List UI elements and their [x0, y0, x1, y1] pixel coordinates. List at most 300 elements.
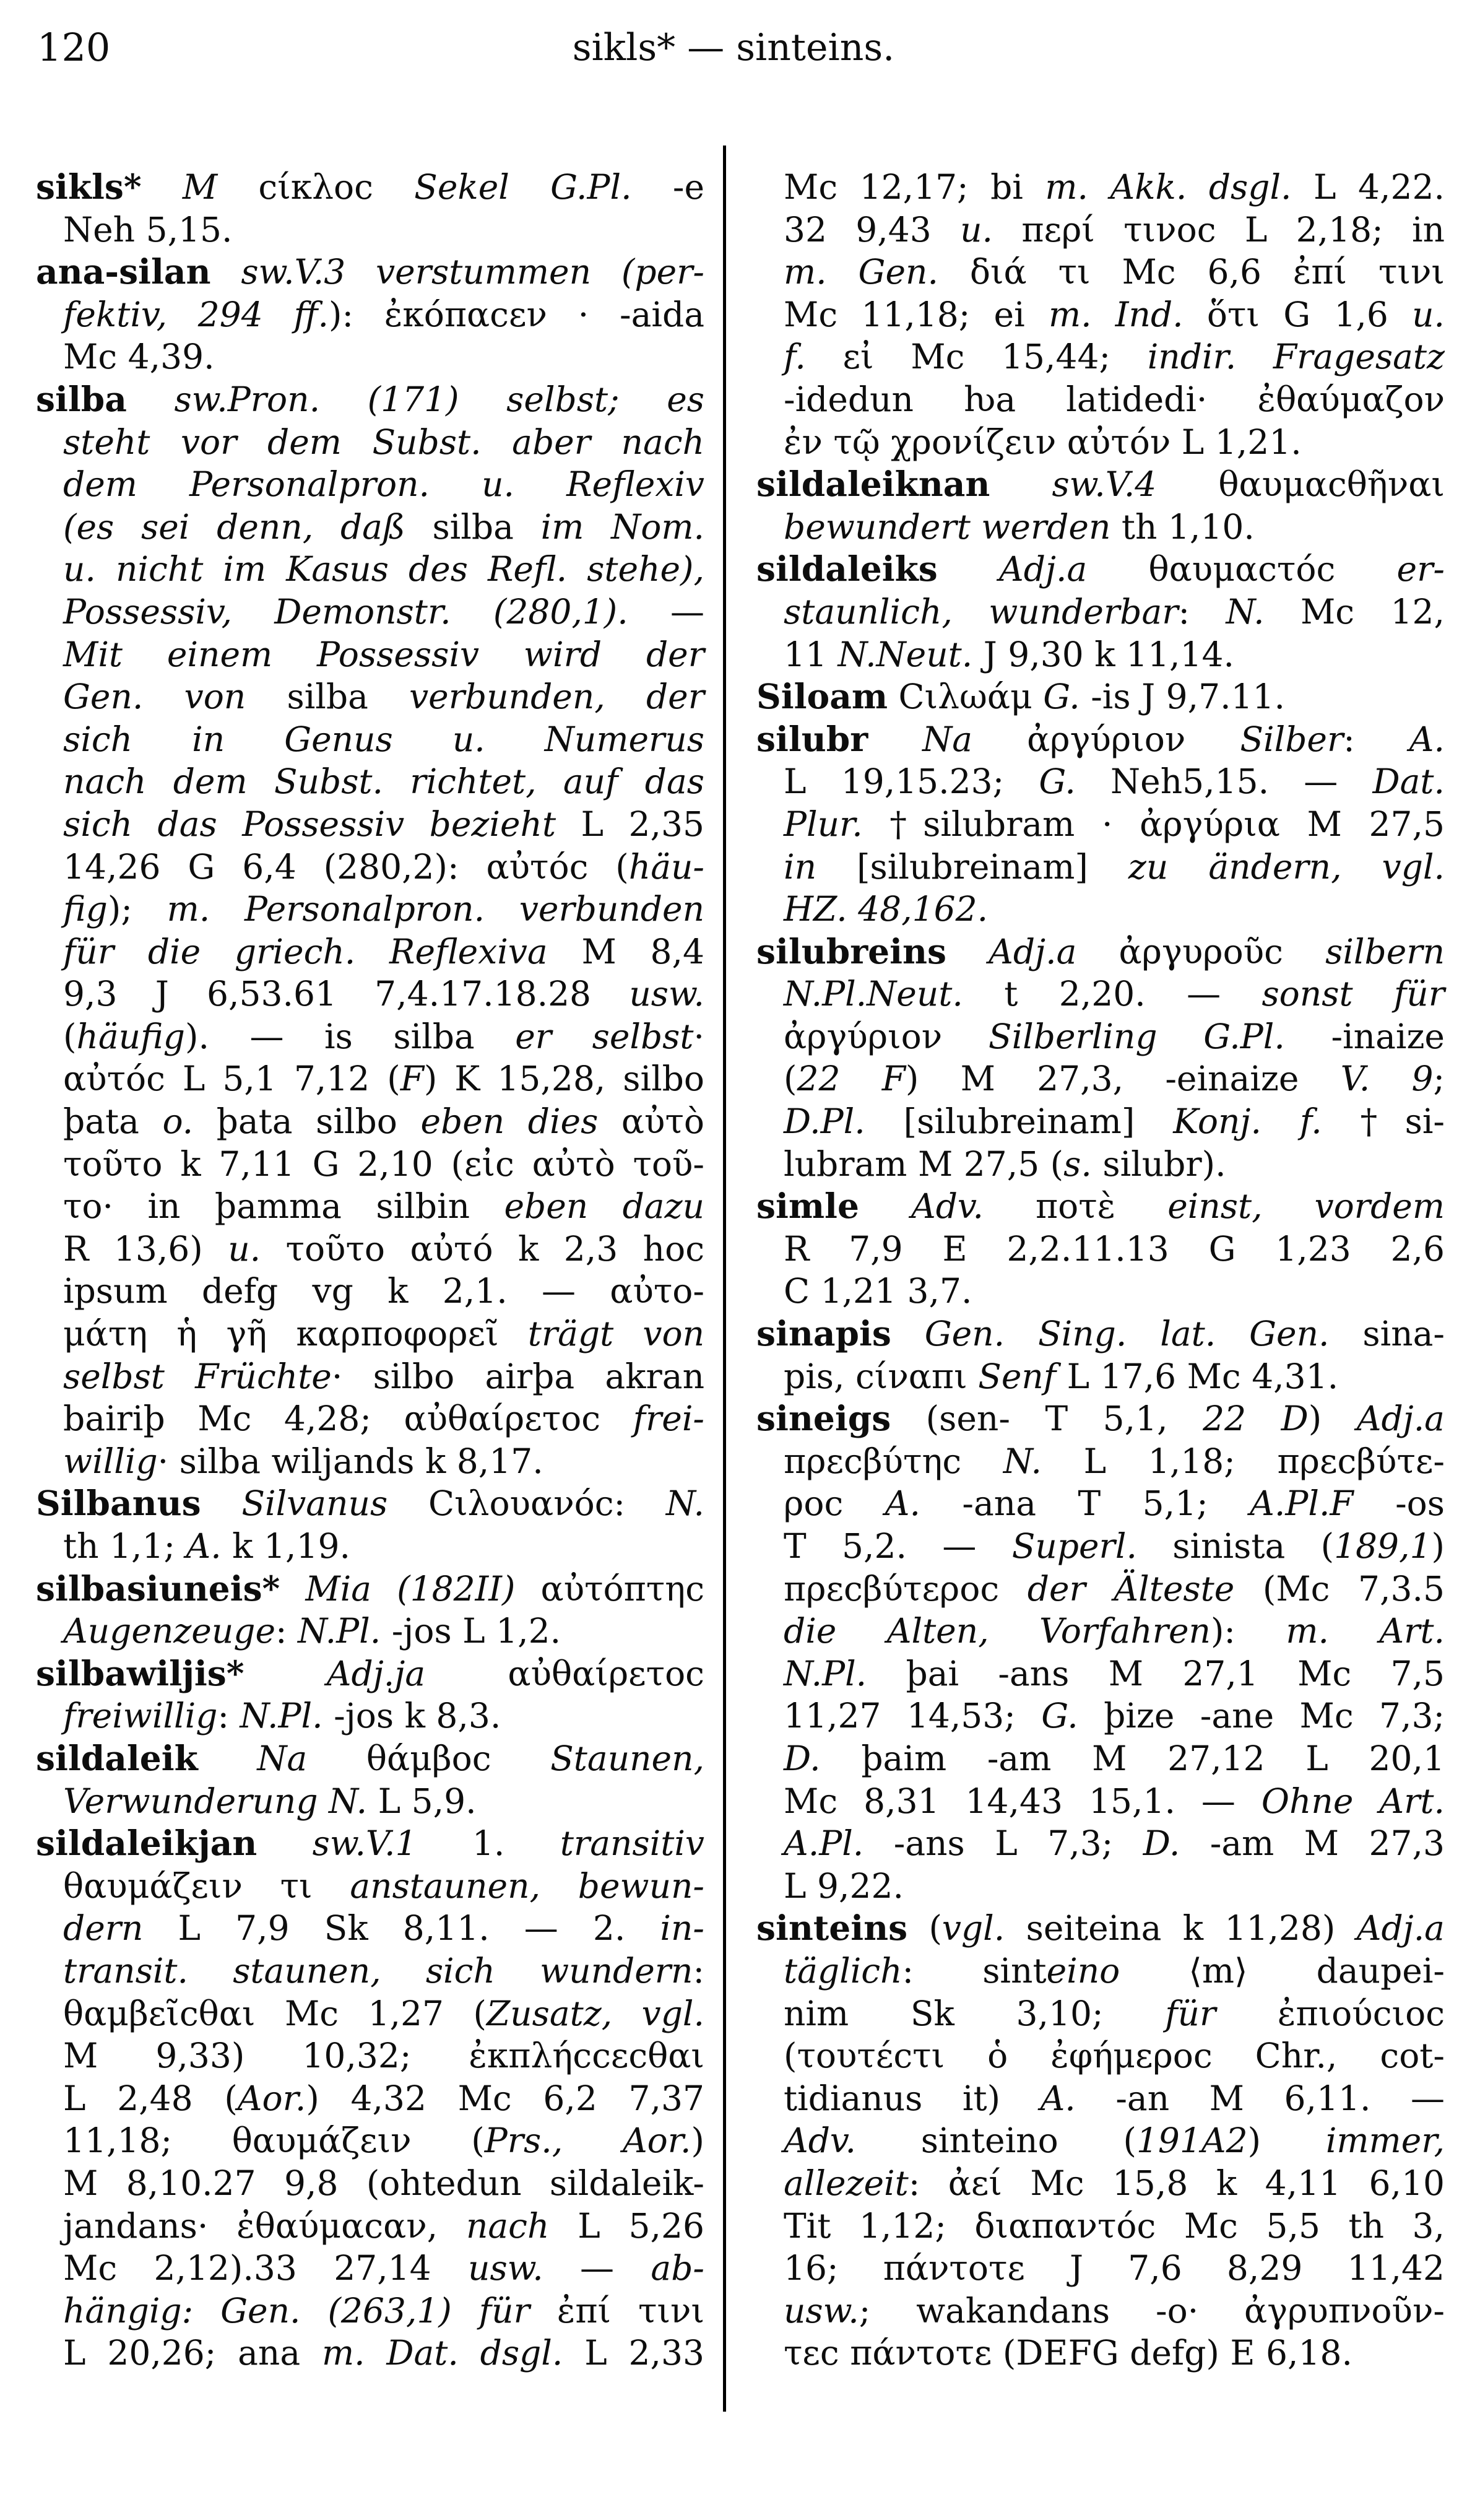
- text-segment: -am M 27,3: [1180, 1823, 1445, 1864]
- entry-line: [36, 1822, 704, 1865]
- entry-line: [756, 846, 1445, 889]
- text-segment: sina-: [1362, 1314, 1445, 1354]
- entry-line: [756, 760, 1445, 803]
- text-segment: immer,: [1325, 2121, 1445, 2161]
- text-segment: Adj.a: [937, 549, 1149, 589]
- entry-line: [36, 1865, 704, 1908]
- entry-line: [756, 1397, 1445, 1440]
- text-segment: ). — is silba: [185, 1016, 516, 1056]
- entry-line: [756, 1143, 1445, 1186]
- text-segment: -e: [672, 167, 704, 207]
- text-segment: seiteina k 11,28): [1005, 1908, 1357, 1949]
- text-segment: bewundert werden: [784, 506, 1111, 547]
- entry-line: [756, 1058, 1445, 1100]
- text-segment: A.Pl.F: [1250, 1484, 1354, 1524]
- text-segment: transit. staunen, sich wundern: [63, 1950, 693, 1991]
- text-segment: u. nicht im Kasus des Refl. stehe),: [63, 549, 704, 589]
- entry-line: [756, 1568, 1445, 1610]
- text-segment: Neh 5,15.: [63, 209, 233, 250]
- text-segment: m. Dat. dsgl.: [321, 2333, 563, 2373]
- text-segment: ): ἐκόπαcεν · -aida: [329, 294, 704, 334]
- text-segment: ) 4,32 Mc 6,2 7,37: [306, 2078, 704, 2118]
- text-segment: þize -ane Mc 7,3;: [1078, 1696, 1445, 1736]
- text-segment: willig: [63, 1441, 158, 1481]
- text-segment: vgl.: [941, 1908, 1005, 1949]
- text-segment: ἐν τῷ χρονίζειν αὐτόν L 1,21.: [784, 422, 1302, 462]
- text-segment: Aor.: [237, 2078, 306, 2118]
- text-segment: -os: [1353, 1484, 1445, 1524]
- text-segment: Gen. Sing. lat. Gen.: [891, 1314, 1363, 1354]
- entry-line: [756, 888, 1445, 931]
- text-segment: fig: [63, 889, 108, 929]
- text-segment: :: [275, 1611, 298, 1651]
- text-segment: †silubram · ἀργύρια M 27,5: [862, 804, 1445, 844]
- entry-sildaleikjan-continued: [756, 166, 1445, 463]
- entry-line: [756, 2332, 1445, 2374]
- text-segment: k 1,19.: [221, 1526, 350, 1566]
- entry-line: [36, 931, 704, 973]
- text-segment: eben dazu: [504, 1186, 704, 1227]
- text-segment: sinista (: [1136, 1526, 1335, 1566]
- entry-line: [36, 2247, 704, 2290]
- text-segment: :: [1178, 591, 1226, 632]
- entry-line: [36, 1143, 704, 1186]
- text-segment: (: [63, 1016, 77, 1056]
- text-segment: : ἀεί Mc 15,8 k 4,11 6,10: [908, 2163, 1445, 2203]
- entry-line: [36, 1185, 704, 1228]
- text-segment: R 13,6): [63, 1228, 228, 1269]
- text-segment: usw.: [468, 2248, 543, 2288]
- text-segment: sildaleik: [36, 1737, 198, 1778]
- entry-line: [756, 2290, 1445, 2332]
- text-segment: dern: [63, 1908, 144, 1949]
- text-segment: :: [1343, 719, 1409, 759]
- text-segment: διά τι Mc 6,6 ἐπί τινι: [938, 252, 1445, 292]
- text-segment: Na: [197, 1738, 366, 1778]
- text-segment: πρεcβύτηc: [784, 1441, 1003, 1481]
- text-segment: L 2,35: [581, 804, 704, 844]
- entry-ana-silan: [36, 251, 704, 378]
- text-segment: : sint: [902, 1950, 1047, 1991]
- text-segment: Cιλωάμ: [888, 677, 1044, 717]
- entry-sildaleiks: [756, 548, 1445, 676]
- text-segment: L 5,26: [549, 2205, 704, 2246]
- text-segment: o.: [162, 1101, 194, 1142]
- text-segment: silubreins: [756, 931, 947, 971]
- text-segment: einst, vordem: [1167, 1186, 1445, 1227]
- entry-line: [36, 1015, 704, 1058]
- text-segment: 191A2: [1136, 2121, 1248, 2161]
- text-segment: u.: [1412, 294, 1445, 334]
- text-segment: A.: [885, 1484, 920, 1524]
- text-segment: A.: [186, 1526, 222, 1566]
- entry-line: [36, 633, 704, 676]
- text-segment: th 1,10.: [1110, 506, 1255, 547]
- text-segment: (es sei denn, daß: [63, 506, 433, 547]
- entry-line: [36, 166, 704, 209]
- text-segment: usw.: [784, 2290, 859, 2331]
- text-segment: Prs., Aor.: [484, 2121, 691, 2161]
- entry-line: [36, 463, 704, 506]
- text-segment: sich in Genus u. Numerus: [63, 719, 704, 759]
- text-segment: nach: [465, 2205, 550, 2246]
- text-segment: A.Pl.: [784, 1823, 864, 1864]
- text-segment: frei-: [633, 1399, 704, 1439]
- text-segment: bairiþ Mc 4,28; αὐθαίρετοc: [63, 1399, 633, 1439]
- entry-line: [756, 803, 1445, 846]
- text-segment: häu-: [628, 846, 704, 887]
- text-segment: þata: [63, 1101, 163, 1142]
- text-segment: häufig: [76, 1016, 185, 1056]
- text-segment: m. Personalpron. verbunden: [167, 889, 704, 929]
- text-segment: selbst Früchte: [63, 1356, 332, 1396]
- text-segment: anstaunen, bewun-: [350, 1866, 704, 1906]
- text-segment: (: [907, 1908, 942, 1949]
- entry-line: [36, 760, 704, 803]
- entry-line: [36, 2332, 704, 2374]
- text-segment: eino: [1046, 1950, 1120, 1991]
- text-segment: Augenzeuge: [63, 1611, 276, 1651]
- entry-line: [36, 888, 704, 931]
- entry-line: [756, 1992, 1445, 2035]
- text-segment: N.Pl.: [298, 1611, 381, 1651]
- text-segment: θαυμαcτόc: [1148, 549, 1397, 589]
- text-segment: A.: [1040, 2078, 1076, 2118]
- text-segment: ): [1431, 1526, 1445, 1566]
- text-segment: θαμβεῖcθαι Mc 1,27 (: [63, 1993, 487, 2033]
- entry-line: [756, 718, 1445, 761]
- entry-line: [36, 293, 704, 336]
- text-segment: þata silbo: [193, 1101, 421, 1142]
- text-segment: Adj.a: [946, 931, 1119, 971]
- text-segment: N.Pl.Neut.: [784, 974, 963, 1014]
- entry-line: [756, 1482, 1445, 1525]
- entry-line: [756, 1907, 1445, 1950]
- text-segment: Mc 2,12).33 27,14: [63, 2248, 469, 2288]
- text-segment: ἐπιούcιοc: [1216, 1993, 1445, 2033]
- text-segment: M 9,33) 10,32; ἐκπλήccεcθαι: [63, 2036, 704, 2076]
- text-segment: D.: [1143, 1823, 1180, 1864]
- text-segment: ἀργυροῦc: [1119, 931, 1326, 971]
- text-segment: Konj. f.: [1173, 1101, 1322, 1142]
- text-segment: L 5,9.: [367, 1781, 477, 1821]
- text-segment: silbern: [1325, 931, 1445, 971]
- text-segment: τοῦτο k 7,11 G 2,10 (εἰc αὐτὸ τοῦ-: [63, 1144, 704, 1184]
- text-segment: hängig: Gen. (263,1) für: [63, 2290, 530, 2331]
- text-segment: [silubreinam]: [816, 846, 1128, 887]
- column-divider: [723, 146, 726, 2412]
- entry-line: [756, 1015, 1445, 1058]
- text-segment: Silvanus: [201, 1484, 428, 1524]
- text-segment: -idedun ƕa latidedi· ἐθαύμαζον: [784, 379, 1445, 419]
- text-segment: jandans· ἐθαύμαcαν,: [63, 2205, 466, 2246]
- entry-line: [36, 591, 704, 633]
- entry-Silbanus: [36, 1482, 704, 1567]
- text-segment: 11,18; θαυμάζειν (: [63, 2121, 485, 2161]
- text-segment: ) K 15,28, silbo: [423, 1059, 704, 1099]
- text-segment: ·: [693, 1016, 704, 1056]
- text-segment: Verwunderung N.: [63, 1781, 368, 1821]
- text-segment: tidianus it): [784, 2078, 1041, 2118]
- text-segment: Mc 8,31 14,43 15,1. —: [784, 1781, 1261, 1821]
- text-segment: silba: [36, 378, 127, 419]
- text-segment: —: [543, 2248, 651, 2288]
- text-segment: N.: [1226, 591, 1265, 632]
- text-segment: dem Personalpron. u. Reflexiv: [63, 464, 704, 505]
- text-segment: V. 9: [1340, 1059, 1434, 1099]
- text-segment: in: [784, 846, 817, 887]
- text-segment: Cιλουανόc:: [428, 1484, 666, 1524]
- text-segment: L 20,26; ana: [63, 2333, 322, 2373]
- text-segment: το· in þamma silbin: [63, 1186, 504, 1227]
- text-segment: †si-: [1322, 1101, 1445, 1142]
- text-segment: 32 9,43: [784, 209, 961, 250]
- entry-line: [756, 2119, 1445, 2162]
- text-segment: (sen- T 5,1,: [891, 1399, 1203, 1439]
- text-segment: m. Ind.: [1048, 294, 1184, 334]
- text-segment: 11,27 14,53;: [784, 1696, 1042, 1736]
- text-segment: sw.V.3 verstummen (per-: [210, 252, 704, 292]
- entry-line: [36, 421, 704, 464]
- entry-line: [756, 1185, 1445, 1228]
- text-segment: N.Pl.: [240, 1696, 323, 1736]
- text-segment: sw.V.4: [990, 464, 1219, 505]
- text-segment: silubr: [756, 718, 868, 759]
- text-segment: Plur.: [784, 804, 863, 844]
- text-segment: trägt von: [527, 1314, 704, 1354]
- text-segment: Na: [868, 719, 1028, 759]
- entry-line: [756, 1355, 1445, 1398]
- text-segment: 22 D: [1203, 1399, 1309, 1439]
- entry-line: [756, 293, 1445, 336]
- text-segment: N.Neut.: [837, 634, 973, 674]
- text-segment: für die griech. Reflexiva: [63, 931, 582, 971]
- text-segment: (: [784, 1059, 797, 1099]
- text-segment: θάμβοc: [366, 1738, 551, 1778]
- text-segment: HZ. 48,162.: [784, 889, 989, 929]
- text-segment: Possessiv, Demonstr. (280,1).: [63, 591, 670, 632]
- text-segment: -ans L 7,3;: [863, 1823, 1143, 1864]
- entry-line: [756, 1440, 1445, 1483]
- entry-line: [756, 336, 1445, 378]
- entry-line: [756, 506, 1445, 549]
- text-segment: sikls*: [36, 167, 142, 207]
- entry-sildaleiknan: [756, 463, 1445, 548]
- entry-line: [36, 1228, 704, 1271]
- text-segment: Mia (182II): [280, 1568, 541, 1609]
- text-segment: silbawiljis*: [36, 1653, 244, 1693]
- entry-silbawiljis: [36, 1653, 704, 1737]
- entry-line: [36, 2162, 704, 2205]
- text-segment: staunlich, wunderbar: [784, 591, 1179, 632]
- text-segment: ; wakandans -o· ἀγρυπνοῦν-: [859, 2290, 1445, 2331]
- text-segment: ἀργύριον: [784, 1016, 989, 1056]
- text-segment: ροc: [784, 1484, 885, 1524]
- entry-line: [36, 1695, 704, 1737]
- text-segment: αὐθαίρετοc: [508, 1653, 704, 1693]
- entry-line: [36, 2205, 704, 2248]
- entry-line: [36, 336, 704, 378]
- entry-line: [36, 2119, 704, 2162]
- text-segment: ⟨m⟩ daupei-: [1120, 1950, 1445, 1991]
- text-segment: L 9,22.: [784, 1866, 904, 1906]
- text-segment: );: [107, 889, 167, 929]
- text-segment: :: [217, 1696, 240, 1736]
- entry-Siloam: [756, 676, 1445, 718]
- text-segment: -jos k 8,3.: [322, 1696, 501, 1736]
- entry-line: [36, 846, 704, 889]
- text-segment: N.Pl.: [784, 1653, 867, 1693]
- text-segment: εἰ Mc 15,44;: [805, 337, 1148, 377]
- entry-sildaleikjan: [36, 1822, 704, 2374]
- text-segment: Superl.: [1011, 1526, 1137, 1566]
- text-segment: ὅτι G 1,6: [1183, 294, 1413, 334]
- text-segment: αὐτόc L 5,1 7,12 (: [63, 1059, 400, 1099]
- entry-line: [756, 2205, 1445, 2248]
- text-segment: αὐτὸ: [598, 1101, 704, 1142]
- entry-line: [36, 1610, 704, 1653]
- entry-line: [756, 973, 1445, 1015]
- text-segment: Ohne Art.: [1261, 1781, 1445, 1821]
- entry-line: [756, 2035, 1445, 2077]
- text-segment: Gen. von: [63, 677, 287, 717]
- entry-line: [756, 1950, 1445, 1992]
- text-segment: -inaize: [1284, 1016, 1445, 1056]
- text-segment: L 2,33: [563, 2333, 704, 2373]
- entry-line: [36, 1100, 704, 1143]
- text-segment: Adj.a: [1356, 1399, 1445, 1439]
- text-segment: L 19,15.23;: [784, 762, 1039, 802]
- entry-line: [756, 209, 1445, 251]
- text-segment: A.: [1409, 719, 1445, 759]
- entry-line: [756, 2077, 1445, 2120]
- text-segment: sinapis: [756, 1313, 891, 1354]
- entry-line: [36, 718, 704, 761]
- text-segment: transitiv: [560, 1823, 704, 1864]
- text-segment: th 1,1;: [63, 1526, 186, 1566]
- text-segment: περί τινοc L 2,18; in: [993, 209, 1445, 250]
- entry-line: [36, 506, 704, 549]
- text-segment: der Älteste: [1027, 1568, 1235, 1609]
- text-segment: -jos L 1,2.: [381, 1611, 561, 1651]
- entry-line: [36, 676, 704, 718]
- text-segment: u.: [960, 209, 993, 250]
- text-segment: Senf: [978, 1356, 1057, 1396]
- text-segment: nach dem Subst. richtet, auf das: [63, 762, 704, 802]
- text-segment: Mc 11,18; ei: [784, 294, 1049, 334]
- entry-line: [36, 1992, 704, 2035]
- entry-line: [36, 973, 704, 1015]
- text-segment: ): [1247, 2121, 1326, 2161]
- text-segment: sildaleikjan: [36, 1823, 257, 1864]
- text-segment: steht vor dem Subst. aber nach: [63, 422, 704, 462]
- text-segment: zu ändern, vgl.: [1128, 846, 1445, 887]
- entry-line: [36, 2035, 704, 2077]
- text-segment: lubram M 27,5 (: [784, 1144, 1064, 1184]
- text-segment: sinteins: [756, 1908, 908, 1949]
- text-segment: m. Gen.: [784, 252, 938, 292]
- text-segment: cίκλοc: [258, 167, 415, 207]
- text-segment: θαυμάζειν τι: [63, 1866, 350, 1906]
- text-segment: 22 F: [797, 1059, 906, 1099]
- text-segment: 189,1: [1334, 1526, 1432, 1566]
- text-segment: M 8,4: [581, 931, 704, 971]
- column-right: [756, 166, 1445, 2374]
- text-segment: F: [400, 1059, 424, 1099]
- entry-line: [36, 1653, 704, 1695]
- text-segment: J 9,30 k 11,14.: [972, 634, 1234, 674]
- text-segment: ):: [1210, 1611, 1286, 1651]
- text-segment: im Nom.: [513, 506, 704, 547]
- entry-line: [36, 1313, 704, 1355]
- column-left: [36, 166, 704, 2374]
- text-segment: indir. Fragesatz: [1147, 337, 1445, 377]
- text-segment: Adv.: [859, 1186, 1036, 1227]
- text-segment: G.: [1039, 762, 1076, 802]
- entry-line: [756, 166, 1445, 209]
- text-segment: Tit 1,12; διαπαντόc Mc 5,5 th 3,: [784, 2205, 1445, 2246]
- text-segment: sinteino (: [855, 2121, 1136, 2161]
- entry-line: [36, 251, 704, 293]
- text-segment: Mc 4,39.: [63, 337, 215, 377]
- entry-sildaleik: [36, 1737, 704, 1822]
- text-segment: Dat.: [1372, 762, 1445, 802]
- text-segment: freiwillig: [63, 1696, 218, 1736]
- text-segment: 11: [784, 634, 838, 674]
- entry-line: [756, 2162, 1445, 2205]
- text-segment: ): [691, 2121, 704, 2161]
- entry-line: [36, 1355, 704, 1398]
- text-segment: sich das Possessiv bezieht: [63, 804, 581, 844]
- text-segment: Silberling G.Pl.: [988, 1016, 1285, 1056]
- entry-line: [36, 209, 704, 251]
- text-segment: L 4,22.: [1291, 167, 1445, 207]
- text-segment: silbasiuneis*: [36, 1568, 280, 1609]
- text-segment: usw.: [629, 974, 704, 1014]
- text-segment: :: [693, 1950, 704, 1991]
- text-segment: m. Akk. dsgl.: [1045, 167, 1292, 207]
- text-segment: allezeit: [784, 2163, 909, 2203]
- text-segment: ipsum defg vg k 2,1. — αὐτο-: [63, 1271, 704, 1311]
- entry-silba: [36, 378, 704, 1482]
- text-segment: θαυμαcθῆναι: [1218, 464, 1445, 505]
- text-segment: T 5,2. —: [784, 1526, 1012, 1566]
- entry-line: [756, 1525, 1445, 1568]
- entry-line: [756, 931, 1445, 973]
- text-segment: (Mc 7,3.5: [1234, 1568, 1445, 1609]
- entry-line: [756, 1313, 1445, 1355]
- text-segment: þaim -am M 27,12 L 20,1: [820, 1738, 1445, 1778]
- entry-line: [756, 1822, 1445, 1865]
- text-segment: -is J 9,7.11.: [1080, 677, 1286, 717]
- text-segment: G.: [1041, 1696, 1078, 1736]
- text-segment: μάτη ἡ γῆ καρποφορεῖ: [63, 1314, 528, 1354]
- entry-line: [756, 2247, 1445, 2290]
- entry-line: [36, 1270, 704, 1313]
- text-segment: verbunden, der: [368, 677, 705, 717]
- text-segment: ;: [1433, 1059, 1445, 1099]
- entry-line: [36, 1058, 704, 1100]
- text-segment: silba: [287, 677, 368, 717]
- text-segment: sonst für: [1261, 974, 1445, 1014]
- text-segment: m. Art.: [1286, 1611, 1445, 1651]
- entry-line: [756, 251, 1445, 293]
- page-number: 120: [37, 25, 111, 70]
- entry-line: [36, 1907, 704, 1950]
- text-segment: sw.Pron. (171) selbst; es: [126, 379, 704, 419]
- entry-line: [756, 1695, 1445, 1737]
- text-segment: Mit einem Possessiv wird der: [63, 634, 704, 674]
